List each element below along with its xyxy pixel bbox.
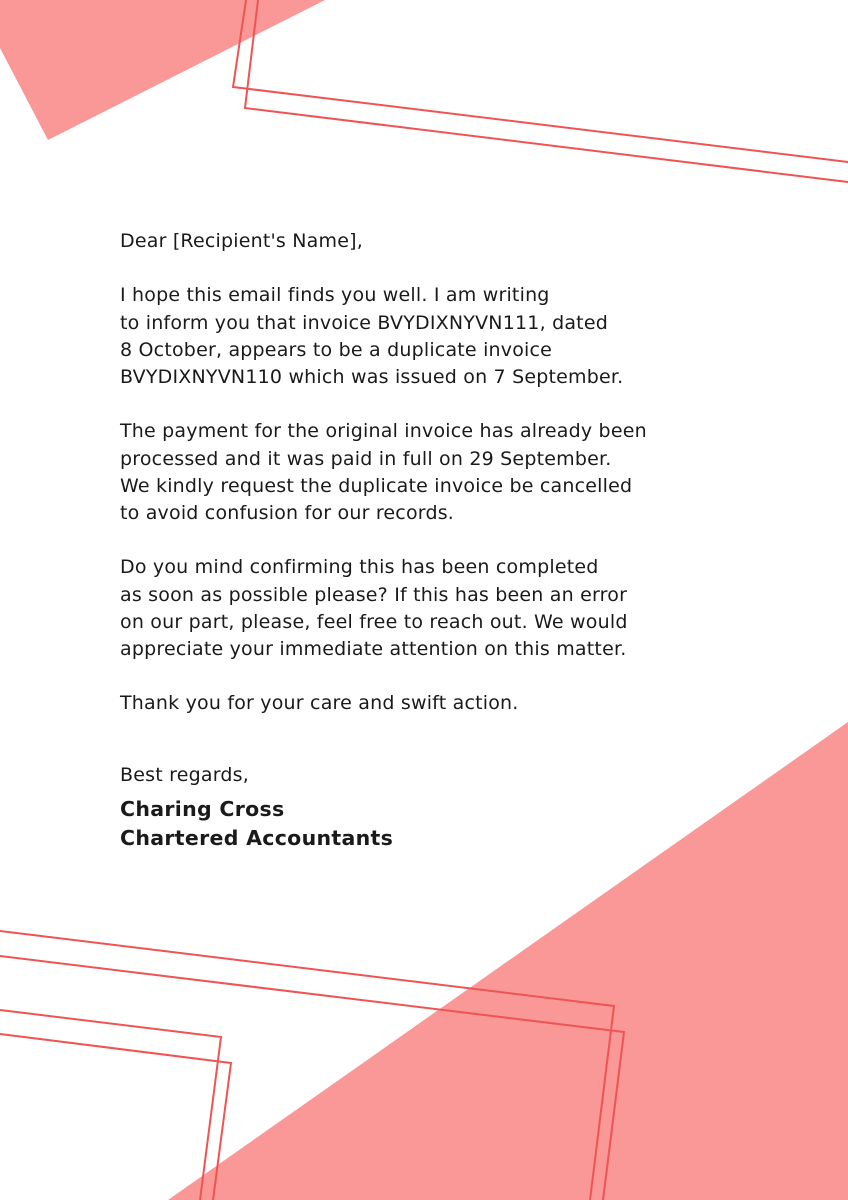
signature-title: Chartered Accountants xyxy=(120,825,394,850)
paragraph-request: Do you mind confirming this has been completed as soon as possible please? If this has been an error on our part, please, feel free to reach out. We would appreciate your immediate attention on this matter. xyxy=(120,556,628,660)
paragraph-payment: The payment for the original invoice has already been processed and it was paid in full on 29 September. We kindly request the duplicate invoice be cancelled to avoid confusion for our records. xyxy=(120,420,647,524)
paragraph-intro: I hope this email finds you well. I am writing to inform you that invoice BVYDIXNYVN111, dated 8 October, appears to be a duplicate invoice BVYDIXNYVN110 which was issued on 7 September. xyxy=(120,284,624,388)
top-frame-line-outer xyxy=(233,0,848,162)
bottom-small-frame-line-inner xyxy=(0,1034,231,1200)
letter-body xyxy=(120,228,760,853)
salutation: Dear [Recipient's Name], xyxy=(120,230,363,252)
paragraph-thanks: Thank you for your care and swift action. xyxy=(120,692,519,715)
signature xyxy=(120,795,760,853)
signature-name: Charing Cross xyxy=(120,796,285,821)
top-left-triangle-shape xyxy=(0,0,325,140)
top-frame-line-inner xyxy=(245,0,848,182)
closing: Best regards, xyxy=(120,763,249,786)
